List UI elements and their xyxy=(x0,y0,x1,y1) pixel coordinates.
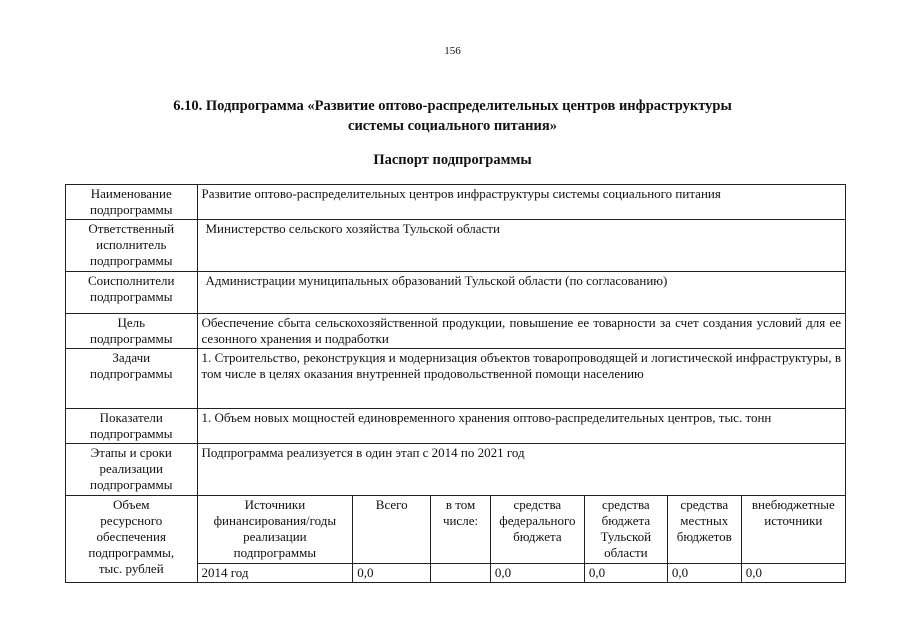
value-name: Развитие оптово-распределительных центров инфраструктуры системы социального питания xyxy=(197,185,846,220)
cell-offbudget: 0,0 xyxy=(741,564,845,583)
header-federal: средства федерального бюджета xyxy=(490,496,584,564)
row-coexecutors xyxy=(66,272,846,314)
value-goal: Обеспечение сбыта сельскохозяйственной продукции, повышение ее товарности за счет создания условий для ее сезонного хранения и подработки xyxy=(197,314,846,349)
label-name: Наименование подпрограммы xyxy=(66,185,198,220)
passport-table xyxy=(65,184,846,583)
value-executor: Министерство сельского хозяйства Тульской области xyxy=(197,220,846,272)
value-stages: Подпрограмма реализуется в один этап с 2014 по 2021 год xyxy=(197,444,846,496)
label-indicators: Показатели подпрограммы xyxy=(66,409,198,444)
cell-including xyxy=(431,564,491,583)
header-regional: средства бюджета Тульской области xyxy=(584,496,667,564)
section-heading xyxy=(0,96,905,136)
cell-federal: 0,0 xyxy=(490,564,584,583)
page-number: 156 xyxy=(444,45,461,57)
value-coexecutors: Администрации муниципальных образований Тульской области (по согласованию) xyxy=(197,272,846,314)
header-local: средства местных бюджетов xyxy=(667,496,741,564)
label-coexecutors: Соисполнители подпрограммы xyxy=(66,272,198,314)
label-goal: Цель подпрограммы xyxy=(66,314,198,349)
value-indicators: 1. Объем новых мощностей единовременного хранения оптово-распределительных центров, тыс. тонн xyxy=(197,409,846,444)
header-total: Всего xyxy=(353,496,431,564)
section-heading-line1: 6.10. Подпрограмма «Развитие оптово-распределительных центров инфраструктуры xyxy=(173,98,732,114)
header-offbudget: внебюджетные источники xyxy=(741,496,845,564)
label-funding: Объем ресурсного обеспечения подпрограммы, тыс. рублей xyxy=(66,496,198,583)
section-heading-line2: системы социального питания» xyxy=(348,118,557,134)
label-stages: Этапы и сроки реализации подпрограммы xyxy=(66,444,198,496)
cell-regional: 0,0 xyxy=(584,564,667,583)
row-funding-header xyxy=(66,496,846,564)
label-executor: Ответственный исполнитель подпрограммы xyxy=(66,220,198,272)
row-tasks xyxy=(66,349,846,409)
row-indicators xyxy=(66,409,846,444)
label-tasks: Задачи подпрограммы xyxy=(66,349,198,409)
cell-local: 0,0 xyxy=(667,564,741,583)
row-executor xyxy=(66,220,846,272)
value-tasks: 1. Строительство, реконструкция и модернизация объектов товаропроводящей и логистической инфраструктуры, в том числе в целях оказания внутренней продовольственной помощи населению xyxy=(197,349,846,409)
header-including: в том числе: xyxy=(431,496,491,564)
header-sources: Источники финансирования/годы реализации подпрограммы xyxy=(197,496,353,564)
passport-heading: Паспорт подпрограммы xyxy=(373,152,532,168)
row-goal xyxy=(66,314,846,349)
row-name xyxy=(66,185,846,220)
cell-total: 0,0 xyxy=(353,564,431,583)
row-stages xyxy=(66,444,846,496)
cell-year: 2014 год xyxy=(197,564,353,583)
